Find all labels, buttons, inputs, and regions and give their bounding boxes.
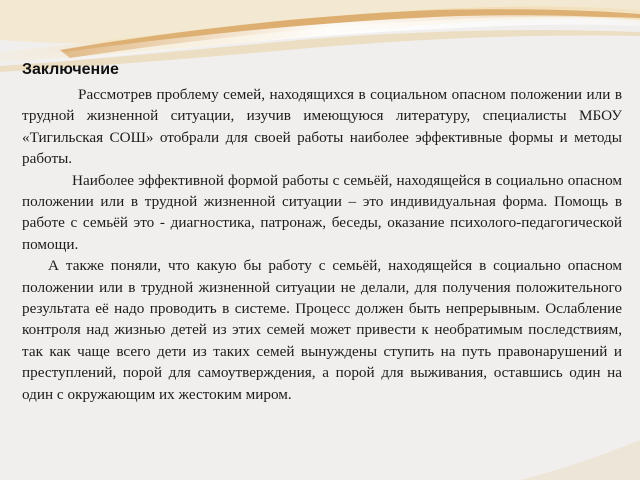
paragraph-1: Рассмотрев проблему семей, находящихся в социальном опасном положении или в трудной жизненной ситуации, изучив имеющуюся литературу, специалисты МБОУ «Тигильская СОШ» отобрали для своей работы наиболее эффективные формы и методы работы.: [22, 86, 622, 168]
content-area: [22, 60, 622, 405]
slide-title: Заключение: [22, 61, 119, 78]
paragraph-2: Наиболее эффективной формой работы с семьёй, находящейся в социально опасном положении или в трудной жизненной ситуации – это индивидуальная форма. Помощь в работе с семьёй это - диагностика, патронаж, беседы, оказание психолого-педагогической помощи.: [22, 171, 622, 253]
paragraph-3: А также поняли, что какую бы работу с семьёй, находящейся в социально опасном положении или в трудной жизненной ситуации не делали, для получения положительного результата её надо проводить в системе. Процесс должен быть непрерывным. Ослабление контроля над жизнью детей из этих семей может привести к необратимым последствиям, так как чаще всего дети из таких семей вынуждены ступить на путь правонарушений и преступлений, порой для самоутверждения, а порой для выживания, оставшись один на один с окружающим их жестоким миром.: [22, 257, 622, 403]
